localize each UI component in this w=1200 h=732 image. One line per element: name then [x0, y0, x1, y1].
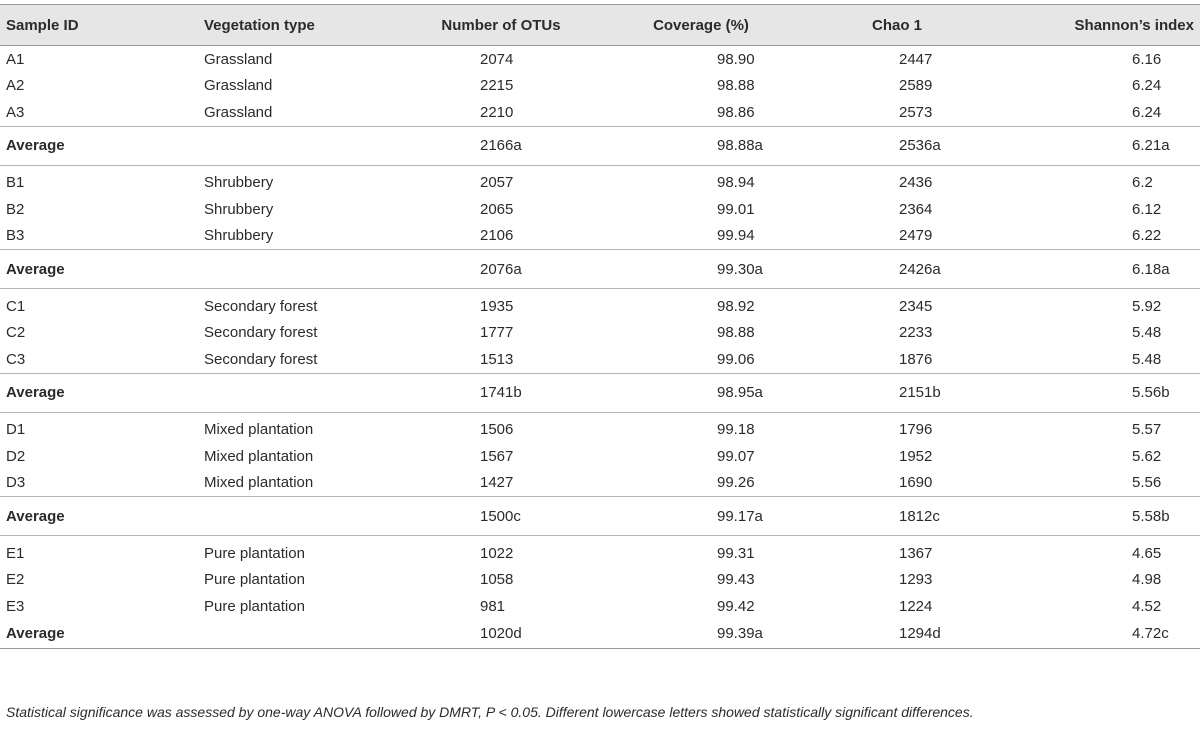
- average-cell-chao1: 1812c: [798, 497, 996, 536]
- table-footnote: Statistical significance was assessed by one-way ANOVA followed by DMRT, P < 0.05. Different lowercase letters showed statistically significant differences.: [6, 704, 974, 720]
- average-row: [0, 126, 1200, 165]
- cell-number-of-otus: 2106: [480, 227, 514, 245]
- cell-coverage: 99.42: [717, 597, 755, 615]
- cell-number-of-otus: 1935: [480, 297, 514, 315]
- cell-number-of-otus: 981: [480, 597, 506, 615]
- cell-coverage: 99.94: [717, 227, 755, 245]
- cell-chao1: 2345: [899, 297, 933, 315]
- table-row: [0, 99, 1200, 126]
- cell-vegetation-type: Mixed plantation: [204, 474, 314, 492]
- cell-chao1: 1876: [899, 350, 933, 368]
- cell-number-of-otus: 1506: [480, 421, 514, 439]
- average-label: Average: [0, 126, 198, 165]
- cell-chao1: 1690: [899, 474, 933, 492]
- cell-shannon-index: 5.56: [1132, 474, 1162, 492]
- cell-vegetation-type: Grassland: [204, 50, 273, 68]
- cell-number-of-otus: 2210: [480, 103, 514, 121]
- table-row: [0, 289, 1200, 320]
- cell-sample-id: C3: [6, 350, 26, 368]
- table-row: [0, 165, 1200, 196]
- cell-vegetation-type: Mixed plantation: [204, 421, 314, 439]
- average-cell-vegetation-type: [198, 126, 398, 165]
- table-row: [0, 196, 1200, 223]
- average-row: [0, 250, 1200, 289]
- cell-vegetation-type: Pure plantation: [204, 571, 305, 589]
- cell-coverage: 99.01: [717, 200, 755, 218]
- cell-shannon-index: 6.16: [1132, 50, 1162, 68]
- header-coverage: Coverage (%): [604, 5, 798, 46]
- cell-coverage: 98.88: [717, 77, 755, 95]
- average-cell-number-of-otus: 2076a: [398, 250, 604, 289]
- cell-vegetation-type: Mixed plantation: [204, 447, 314, 465]
- cell-vegetation-type: Shrubbery: [204, 174, 274, 192]
- cell-sample-id: E2: [6, 571, 25, 589]
- table-body: [0, 46, 1200, 649]
- cell-sample-id: D1: [6, 421, 26, 439]
- cell-sample-id: E1: [6, 544, 25, 562]
- average-cell-chao1: 2426a: [798, 250, 996, 289]
- header-number-of-otus: Number of OTUs: [398, 5, 604, 46]
- cell-chao1: 2364: [899, 200, 933, 218]
- cell-coverage: 99.07: [717, 447, 755, 465]
- average-cell-shannon-index: 6.18a: [996, 250, 1200, 289]
- cell-number-of-otus: 1427: [480, 474, 514, 492]
- cell-vegetation-type: Grassland: [204, 103, 273, 121]
- cell-shannon-index: 5.48: [1132, 350, 1162, 368]
- cell-chao1: 1952: [899, 447, 933, 465]
- average-cell-chao1: 2536a: [798, 126, 996, 165]
- cell-shannon-index: 6.2: [1132, 174, 1153, 192]
- cell-shannon-index: 6.24: [1132, 103, 1162, 121]
- cell-shannon-index: 4.98: [1132, 571, 1162, 589]
- table-row: [0, 593, 1200, 620]
- otu-diversity-table: [0, 4, 1200, 649]
- cell-number-of-otus: 2065: [480, 200, 514, 218]
- average-cell-coverage: 99.17a: [604, 497, 798, 536]
- cell-chao1: 2447: [899, 50, 933, 68]
- cell-coverage: 99.26: [717, 474, 755, 492]
- cell-coverage: 98.92: [717, 297, 755, 315]
- header-chao1: Chao 1: [798, 5, 996, 46]
- average-cell-chao1: 2151b: [798, 373, 996, 412]
- cell-coverage: 99.06: [717, 350, 755, 368]
- average-row: [0, 620, 1200, 649]
- table-row: [0, 443, 1200, 470]
- average-label: Average: [0, 250, 198, 289]
- header-shannon-index: Shannon’s index: [996, 5, 1200, 46]
- cell-coverage: 98.88: [717, 324, 755, 342]
- cell-sample-id: B1: [6, 174, 25, 192]
- cell-chao1: 1293: [899, 571, 933, 589]
- cell-shannon-index: 6.22: [1132, 227, 1162, 245]
- table-row: [0, 412, 1200, 443]
- cell-chao1: 1796: [899, 421, 933, 439]
- table-row: [0, 223, 1200, 250]
- cell-number-of-otus: 1567: [480, 447, 514, 465]
- header-vegetation-type: Vegetation type: [198, 5, 398, 46]
- cell-chao1: 2436: [899, 174, 933, 192]
- cell-coverage: 98.94: [717, 174, 755, 192]
- table-row: [0, 346, 1200, 373]
- cell-shannon-index: 6.24: [1132, 77, 1162, 95]
- average-label: Average: [0, 620, 198, 649]
- cell-number-of-otus: 2074: [480, 50, 514, 68]
- average-cell-coverage: 98.88a: [604, 126, 798, 165]
- cell-vegetation-type: Pure plantation: [204, 597, 305, 615]
- cell-chao1: 1367: [899, 544, 933, 562]
- cell-sample-id: D3: [6, 474, 26, 492]
- average-cell-vegetation-type: [198, 497, 398, 536]
- average-cell-vegetation-type: [198, 250, 398, 289]
- cell-chao1: 2479: [899, 227, 933, 245]
- table-row: [0, 470, 1200, 497]
- cell-sample-id: C1: [6, 297, 26, 315]
- cell-shannon-index: 5.92: [1132, 297, 1162, 315]
- cell-shannon-index: 4.65: [1132, 544, 1162, 562]
- header-sample-id: Sample ID: [0, 5, 198, 46]
- cell-vegetation-type: Secondary forest: [204, 297, 318, 315]
- cell-vegetation-type: Secondary forest: [204, 324, 318, 342]
- average-cell-chao1: 1294d: [798, 620, 996, 649]
- cell-sample-id: B3: [6, 227, 25, 245]
- cell-shannon-index: 4.52: [1132, 597, 1162, 615]
- cell-vegetation-type: Pure plantation: [204, 544, 305, 562]
- table-row: [0, 320, 1200, 347]
- cell-sample-id: A2: [6, 77, 25, 95]
- cell-shannon-index: 5.57: [1132, 421, 1162, 439]
- cell-coverage: 99.18: [717, 421, 755, 439]
- average-cell-coverage: 99.39a: [604, 620, 798, 649]
- average-cell-shannon-index: 4.72c: [996, 620, 1200, 649]
- average-cell-shannon-index: 5.58b: [996, 497, 1200, 536]
- table-row: [0, 567, 1200, 594]
- average-row: [0, 497, 1200, 536]
- average-cell-vegetation-type: [198, 373, 398, 412]
- cell-shannon-index: 5.62: [1132, 447, 1162, 465]
- cell-sample-id: D2: [6, 447, 26, 465]
- table-row: [0, 46, 1200, 73]
- cell-vegetation-type: Shrubbery: [204, 227, 274, 245]
- average-cell-number-of-otus: 2166a: [398, 126, 604, 165]
- cell-sample-id: A1: [6, 50, 25, 68]
- average-cell-coverage: 99.30a: [604, 250, 798, 289]
- cell-sample-id: C2: [6, 324, 26, 342]
- average-label: Average: [0, 497, 198, 536]
- average-cell-shannon-index: 6.21a: [996, 126, 1200, 165]
- cell-number-of-otus: 1058: [480, 571, 514, 589]
- cell-shannon-index: 5.48: [1132, 324, 1162, 342]
- cell-chao1: 2589: [899, 77, 933, 95]
- average-cell-number-of-otus: 1020d: [398, 620, 604, 649]
- header-row: [0, 5, 1200, 46]
- table-header: [0, 5, 1200, 46]
- average-cell-vegetation-type: [198, 620, 398, 649]
- otu-diversity-table-container: [0, 4, 1200, 649]
- cell-chao1: 2233: [899, 324, 933, 342]
- cell-coverage: 98.86: [717, 103, 755, 121]
- average-cell-shannon-index: 5.56b: [996, 373, 1200, 412]
- cell-number-of-otus: 1777: [480, 324, 514, 342]
- cell-coverage: 98.90: [717, 50, 755, 68]
- average-row: [0, 373, 1200, 412]
- average-cell-number-of-otus: 1741b: [398, 373, 604, 412]
- cell-number-of-otus: 1513: [480, 350, 514, 368]
- cell-sample-id: A3: [6, 103, 25, 121]
- average-cell-number-of-otus: 1500c: [398, 497, 604, 536]
- cell-number-of-otus: 2057: [480, 174, 514, 192]
- cell-number-of-otus: 2215: [480, 77, 514, 95]
- average-label: Average: [0, 373, 198, 412]
- cell-chao1: 1224: [899, 597, 933, 615]
- cell-chao1: 2573: [899, 103, 933, 121]
- cell-vegetation-type: Grassland: [204, 77, 273, 95]
- cell-sample-id: B2: [6, 200, 25, 218]
- cell-coverage: 99.31: [717, 544, 755, 562]
- cell-coverage: 99.43: [717, 571, 755, 589]
- average-cell-coverage: 98.95a: [604, 373, 798, 412]
- cell-vegetation-type: Secondary forest: [204, 350, 318, 368]
- table-row: [0, 73, 1200, 100]
- cell-shannon-index: 6.12: [1132, 200, 1162, 218]
- cell-vegetation-type: Shrubbery: [204, 200, 274, 218]
- cell-number-of-otus: 1022: [480, 544, 514, 562]
- table-row: [0, 536, 1200, 567]
- cell-sample-id: E3: [6, 597, 25, 615]
